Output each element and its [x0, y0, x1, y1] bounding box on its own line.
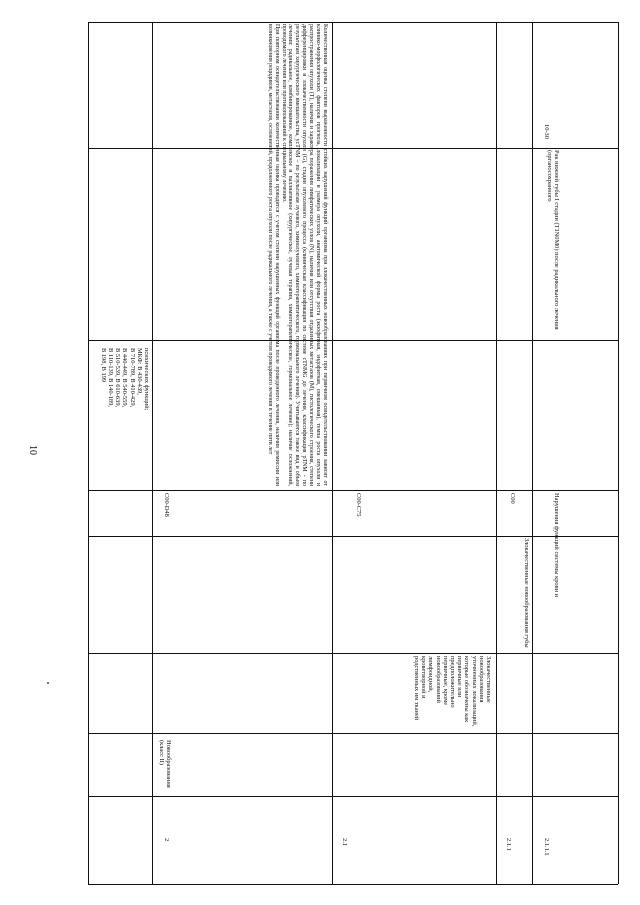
icd-code-cell: С00: [509, 493, 516, 504]
column-divider: [88, 536, 618, 537]
column-divider: [88, 148, 618, 149]
section-name: Злокачественные новообразования губы: [523, 538, 530, 648]
column-divider: [88, 340, 618, 341]
column-divider: [88, 490, 618, 491]
page-number: 10: [27, 445, 38, 455]
table-border-left: [88, 22, 89, 884]
description-cell: Количественная оценка степени выраженности стойких нарушений функций организма при злокачественных новообразованиях при первичном освидетельствовании зависит от клинико-морфологических факторов прогноза, локализации и размера опухоли, анатомической формы роста (экзофитная, эндофитная, смешанная), темпа роста опухоли и распространения опухоли (T), наличия и характера поражения лимфатических узлов (N), наличия или отсутствия отдаленных метастазов (M), гистологического строения, степени дифференцировки и злокачественности опухоли (G), стадии опухолевого процесса (клиническая классификация по системе cTNMG до лечения, классификация pTNM - по результатам хирургического вмешательства, ycTNM – по результатам лучевого, химиолучевого, химиотерапевтического, гормонального лечения). Учитываются также вид и объем лечения: радикальное, комбинированное, комплексное и паллиативное (хирургическое, лучевая терапия, химиотерапевтическое, гормональное лечение); наличие осложнений, проводимого лечения или противопоказаний к специальному лечению. При повторном освидетельствовании количественная оценка проводится с учетом степени нарушенных функций организма после проведенного лечения, наличия ремиссии или возникновения рецидивов, метастазов, осложнений, продолженного роста опухоли после радикального лечения, а также с учетом проводимого лечения в течение пяти лет: [266, 24, 328, 486]
percent-cell: 10-30: [543, 124, 550, 139]
section-name: Новообразования (класс II): [157, 740, 172, 788]
table-border-top: [88, 22, 618, 23]
icd-code-cell: С00-D48: [163, 493, 170, 517]
scan-dot: [47, 682, 49, 684]
section-number: 2: [163, 838, 170, 842]
clinical-description-cell: Рак нижней губы I стадии (T1N0M0) после радикального лечения (органосохранного: [545, 150, 560, 330]
section-number: 2.1: [341, 838, 348, 846]
functions-cell: психических функций; МКФ: В 430-439, В 710-789, В 410-429, В 440-449, В 540-559, В 510-539, В 610-639, В 110-139, В 140-189, В 198, В 199: [99, 348, 150, 411]
column-divider: [88, 653, 618, 654]
table-border-right: [618, 22, 619, 884]
row-divider: [332, 22, 333, 884]
icd-code-cell: С00-С75: [355, 493, 362, 517]
row-divider: [496, 22, 497, 884]
section-name: Злокачественные новообразования уточненных локализаций, которые обозначены как первичные или предположительно первичные, кроме новообразований лимфоидной, кроветворной и родственных им тканей: [412, 656, 492, 727]
column-divider: [88, 733, 618, 734]
impairment-cell: Нарушения функций системы крови и: [553, 493, 560, 598]
row-divider: [152, 22, 153, 884]
section-number: 2.1.1: [505, 838, 512, 851]
section-number: 2.1.1.1: [543, 838, 550, 856]
row-divider: [532, 22, 533, 884]
table-border-bottom: [88, 884, 618, 885]
